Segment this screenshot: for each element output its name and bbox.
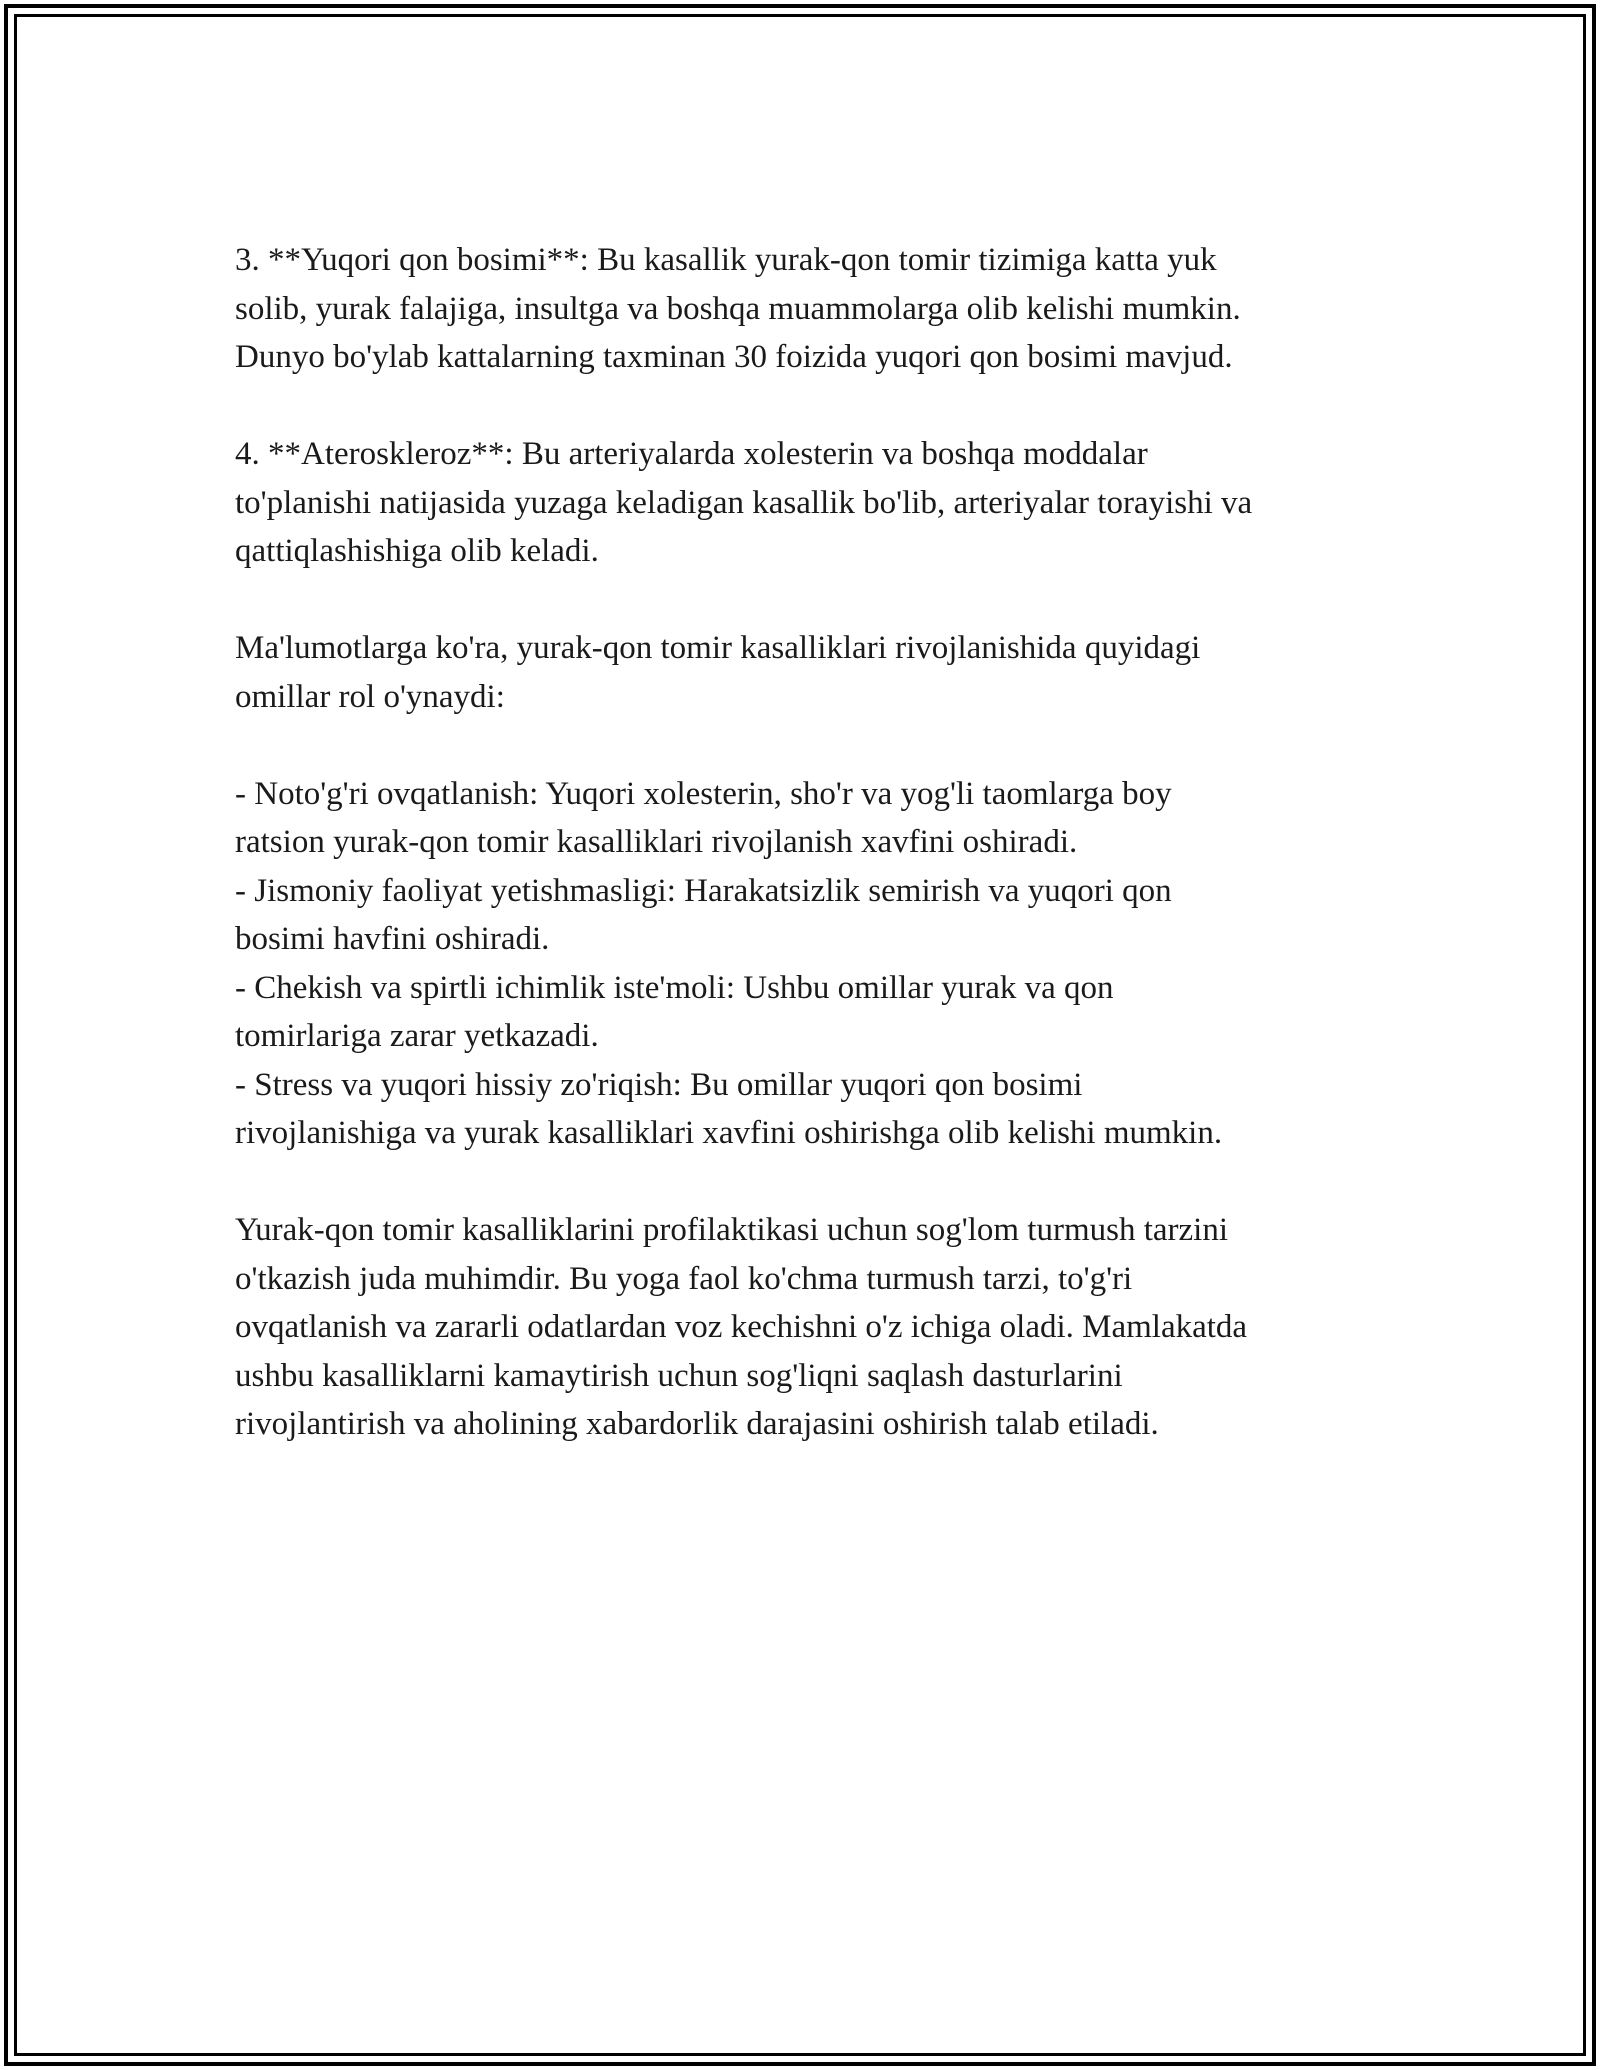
list-item: - Stress va yuqori hissiy zo'riqish: Bu omillar yuqori qon bosimi rivojlanishiga va yurak kasalliklari xavfini oshirishga olib kelishi mumkin. xyxy=(235,1066,1223,1151)
paragraph-prevention: Yurak-qon tomir kasalliklarini profilaktikasi uchun sog'lom turmush tarzini o'tkazish juda muhimdir. Bu yoga faol ko'chma turmush tarzi, to'g'ri ovqatlanish va zararli odatlardan voz kechishni o'z ichiga oladi. Mamlakatda ushbu kasalliklarni kamaytirish uchun sog'liqni saqlash dasturlarini rivojlantirish va aholining xabardorlik darajasini oshirish talab etiladi. xyxy=(235,1212,1248,1442)
list-item: - Noto'g'ri ovqatlanish: Yuqori xolesterin, sho'r va yog'li taomlarga boy ratsion yurak-qon tomir kasalliklari rivojlanish xavfini oshiradi. xyxy=(235,775,1172,860)
document-body xyxy=(235,236,1395,1497)
paragraph-risk-factors-intro: Ma'lumotlarga ko'ra, yurak-qon tomir kasalliklari rivojlanishida quyidagi omillar rol o'ynaydi: xyxy=(235,630,1201,715)
list-item: - Jismoniy faoliyat yetishmasligi: Harakatsizlik semirish va yuqori qon bosimi havfini oshiradi. xyxy=(235,872,1172,957)
risk-factors-list xyxy=(235,770,1395,1158)
paragraph-atherosclerosis: 4. **Ateroskleroz**: Bu arteriyalarda xolesterin va boshqa moddalar to'planishi natijasida yuzaga keladigan kasallik bo'lib, arteriyalar torayishi va qattiqlashishiga olib keladi. xyxy=(235,436,1253,569)
paragraph-high-blood-pressure: 3. **Yuqori qon bosimi**: Bu kasallik yurak-qon tomir tizimiga katta yuk solib, yurak falajiga, insultga va boshqa muammolarga olib kelishi mumkin. Dunyo bo'ylab kattalarning taxminan 30 foizida yuqori qon bosimi mavjud. xyxy=(235,242,1241,375)
list-item: - Chekish va spirtli ichimlik iste'moli: Ushbu omillar yurak va qon tomirlariga zarar yetkazadi. xyxy=(235,969,1114,1054)
